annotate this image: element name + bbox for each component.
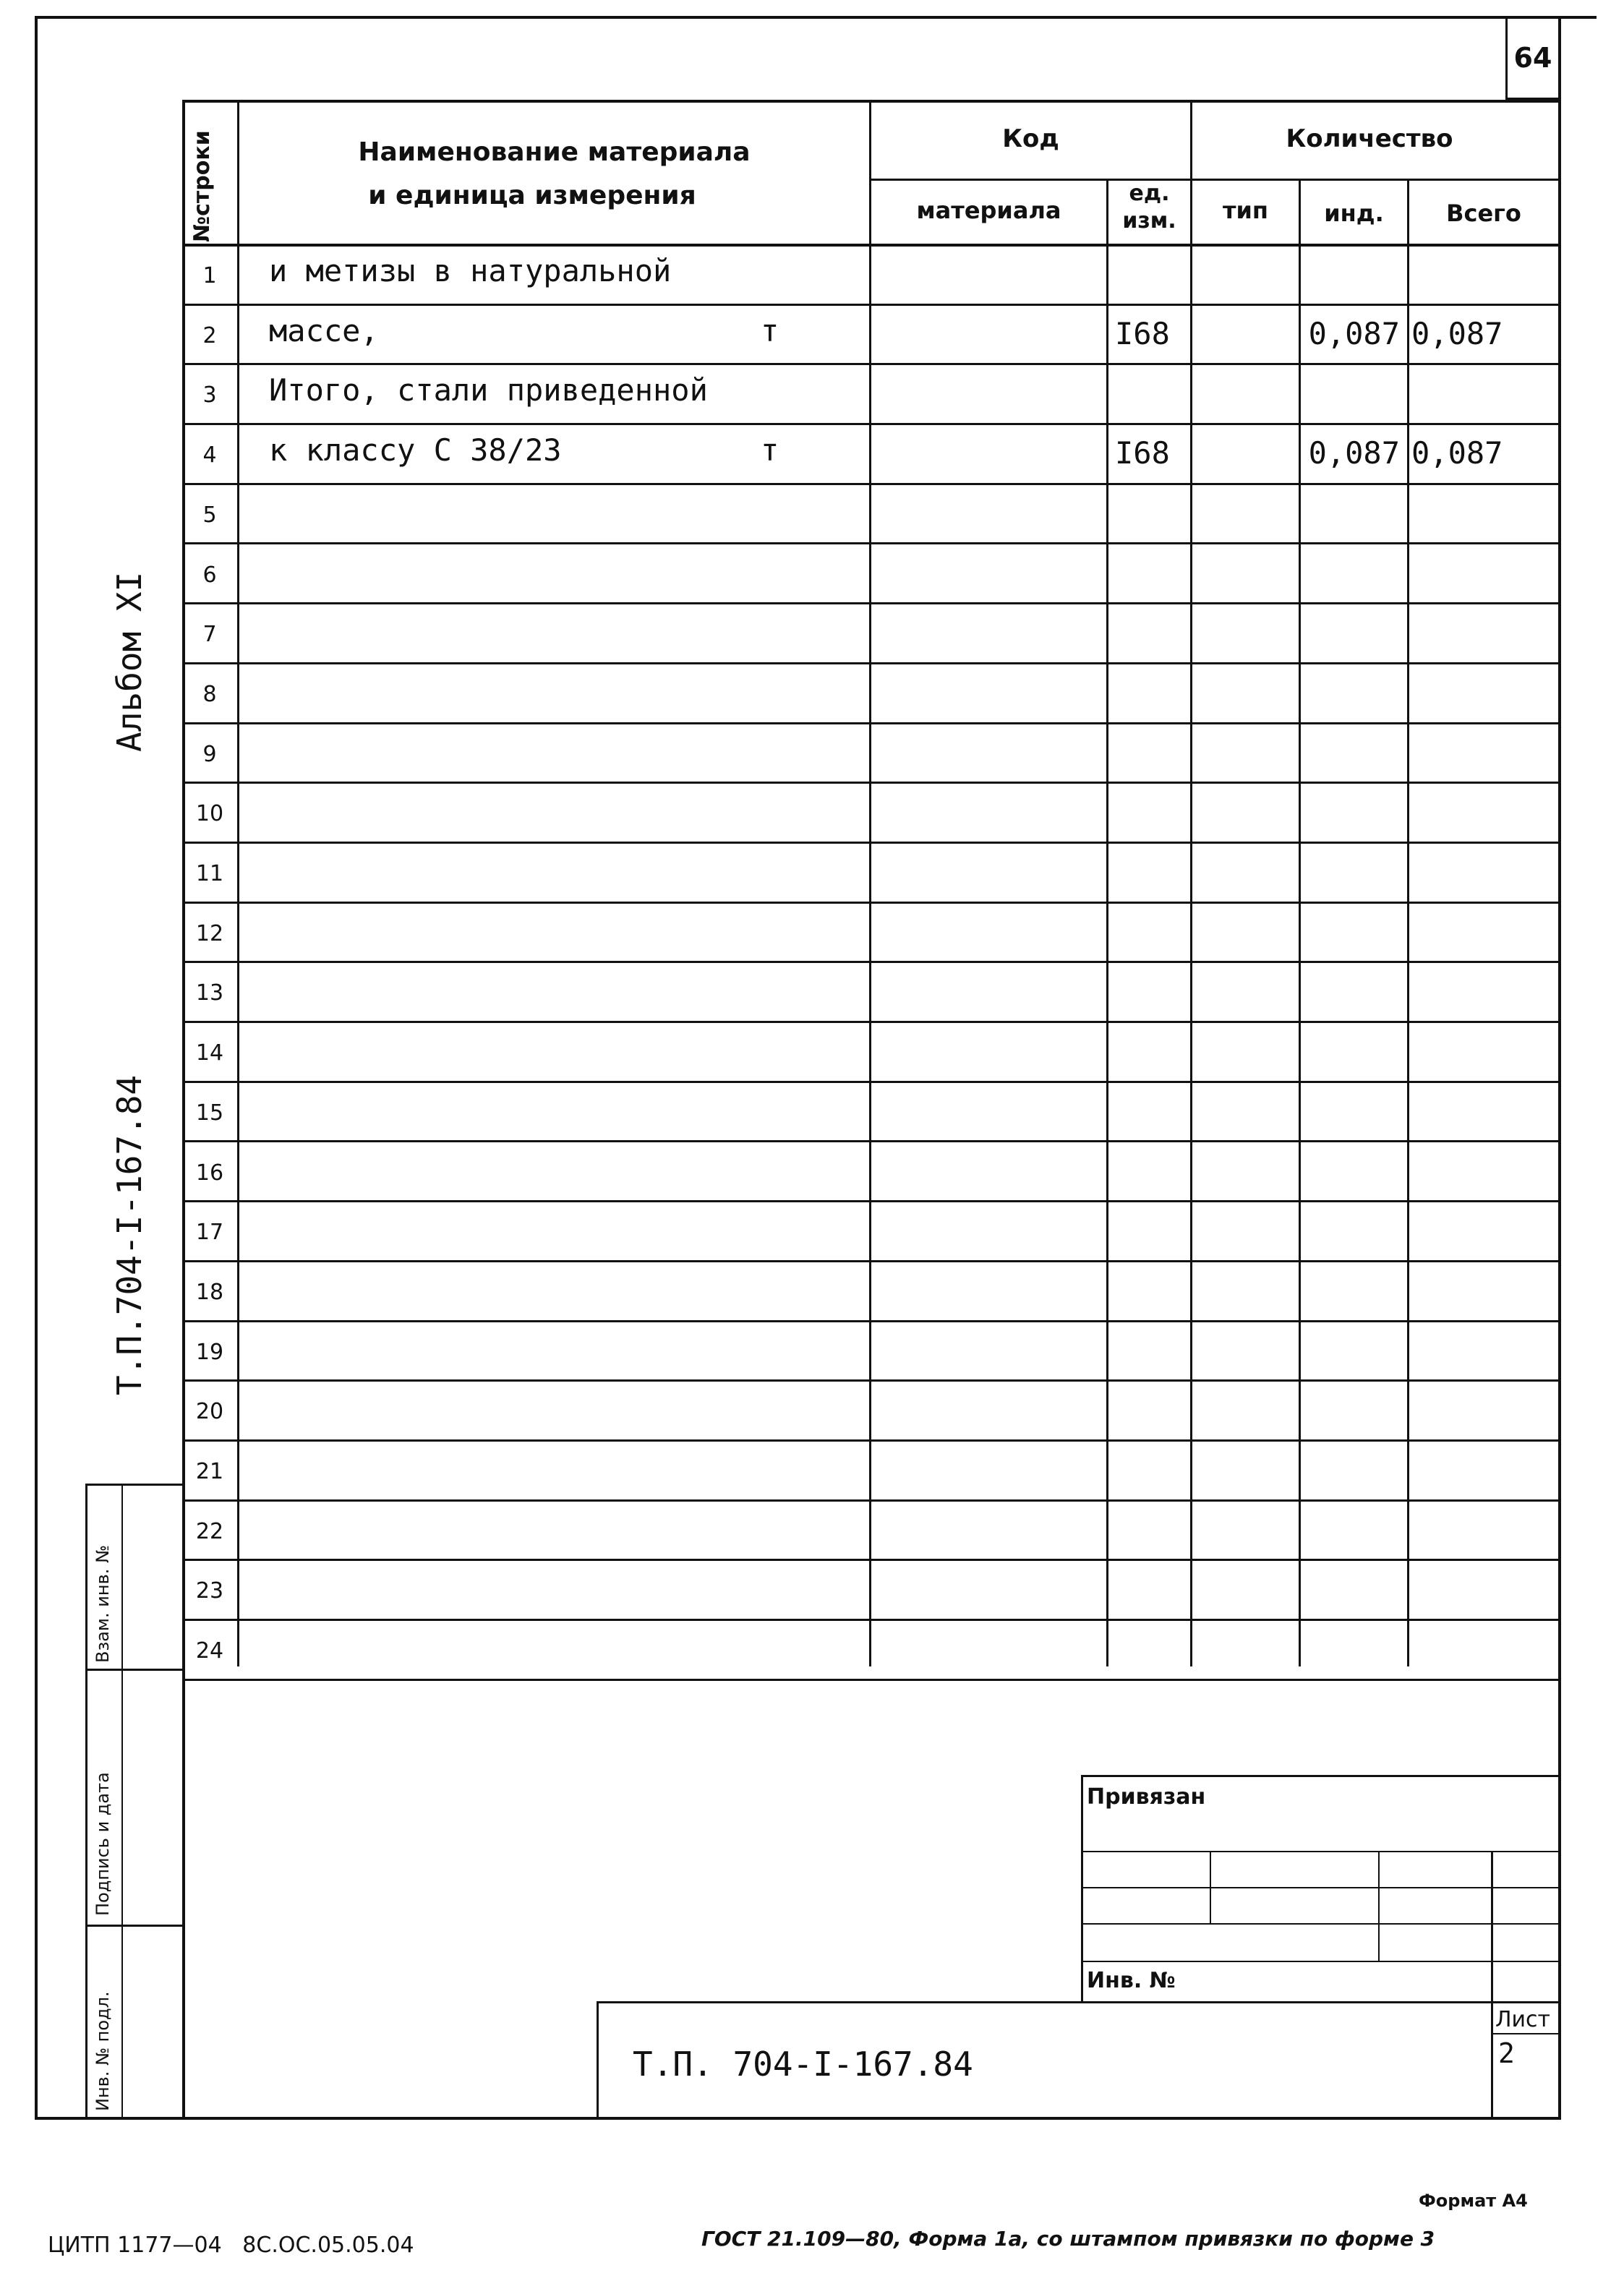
row-number: 5 — [202, 502, 217, 528]
row-total: 0,087 — [1411, 435, 1503, 471]
stamp-row-4 — [1081, 1961, 1561, 1962]
table-row — [182, 1442, 1561, 1502]
sheet-label-line — [1491, 2033, 1561, 2034]
table-row — [182, 1023, 1561, 1083]
sheet-number: 64 — [1513, 42, 1552, 74]
row-number: 13 — [195, 980, 224, 1006]
margin-signature-date: Подпись и дата — [93, 1772, 113, 1916]
header-qty-type: тип — [1222, 197, 1269, 224]
table-row — [182, 904, 1561, 964]
table-row — [182, 1202, 1561, 1262]
stamp-vert-2 — [1378, 1851, 1380, 1961]
header-qty-ind: инд. — [1324, 200, 1384, 227]
table-top — [182, 100, 1561, 103]
row-number: 21 — [195, 1459, 224, 1484]
frame-left — [35, 16, 38, 2120]
row-name: массе, — [269, 312, 379, 348]
row-number: 23 — [195, 1578, 224, 1604]
row-number: 2 — [202, 322, 217, 348]
stamp-vert-3 — [1491, 1851, 1493, 2117]
row-number: 22 — [195, 1518, 224, 1544]
row-number: 19 — [195, 1339, 224, 1365]
table-row — [182, 604, 1561, 664]
row-number: 8 — [202, 681, 217, 707]
table-row — [182, 1621, 1561, 1681]
table-row — [182, 1083, 1561, 1143]
table-row — [182, 1561, 1561, 1621]
frame-bottom — [35, 2117, 1561, 2120]
stamp-linked: Привязан — [1087, 1784, 1206, 1810]
row-number: 17 — [195, 1220, 224, 1246]
table-row — [182, 963, 1561, 1023]
header-name-line2: и единица измерения — [368, 181, 696, 210]
header-code-material: материала — [916, 197, 1061, 224]
footer-left-code: ЦИТП 1177—04 8С.ОС.05.05.04 — [48, 2233, 414, 2258]
project-code-vertical: Т.П.704-I-167.84 — [110, 1074, 149, 1395]
album-label: Альбом XI — [110, 571, 149, 752]
stamp-inv-no: Инв. № — [1087, 1968, 1176, 1993]
stamp-row-3 — [1081, 1923, 1561, 1925]
row-number: 10 — [195, 801, 224, 827]
row-ind: 0,087 — [1308, 435, 1400, 471]
header-quantity: Количество — [1286, 124, 1453, 153]
footer-gost: ГОСТ 21.109—80, Форма 1а, со штампом привязки по форме 3 — [701, 2227, 1435, 2251]
stamp-vert-1 — [1210, 1851, 1211, 1923]
table-row — [182, 1262, 1561, 1322]
table-row — [182, 844, 1561, 904]
table-row — [182, 545, 1561, 605]
row-measure: I68 — [1115, 435, 1170, 471]
table-row — [182, 365, 1561, 425]
row-number: 4 — [202, 442, 217, 468]
stamp-row-2 — [1081, 1887, 1561, 1888]
header-code: Код — [1002, 124, 1059, 153]
row-name: и метизы в натуральной — [269, 253, 672, 288]
margin-replaced-inv: Взам. инв. № — [93, 1545, 113, 1663]
row-name: Итого, стали приведенной — [269, 372, 708, 408]
stamp-left — [1081, 1775, 1083, 2003]
row-total: 0,087 — [1411, 315, 1503, 351]
margin-divider-2 — [85, 1925, 184, 1927]
row-number: 7 — [202, 622, 217, 648]
footer-format: Формат А4 — [1419, 2191, 1528, 2211]
header-mid-line — [869, 179, 1561, 181]
table-row — [182, 784, 1561, 844]
header-qty-total: Всего — [1446, 200, 1521, 227]
title-box-top — [597, 2001, 1561, 2003]
row-number: 6 — [202, 562, 217, 588]
title-box-left — [597, 2001, 599, 2117]
table-row — [182, 1143, 1561, 1203]
margin-inv-original: Инв. № подл. — [93, 1991, 113, 2111]
stamp-doc-code: Т.П. 704-I-167.84 — [633, 2045, 973, 2084]
row-unit: т — [761, 432, 779, 468]
table-row — [182, 485, 1561, 545]
row-number: 12 — [195, 920, 224, 946]
table-row — [182, 664, 1561, 724]
row-number: 14 — [195, 1040, 224, 1066]
table-row — [182, 425, 1561, 485]
header-code-unit-2: изм. — [1122, 208, 1176, 234]
row-ind: 0,087 — [1308, 315, 1400, 351]
row-number: 16 — [195, 1160, 224, 1186]
table-row — [182, 1382, 1561, 1442]
header-name-line1: Наименование материала — [358, 137, 751, 167]
row-measure: I68 — [1115, 315, 1170, 351]
row-number: 11 — [195, 861, 224, 886]
stamp-top — [1081, 1775, 1561, 1777]
header-row-number: №строки — [189, 130, 215, 242]
row-name: к классу С 38/23 — [269, 432, 562, 468]
margin-box-top — [85, 1484, 184, 1486]
header-code-unit-1: ед. — [1129, 181, 1170, 206]
row-number: 18 — [195, 1279, 224, 1305]
table-row — [182, 1502, 1561, 1562]
stamp-sheet-label: Лист — [1495, 2007, 1551, 2032]
stamp-sheet-value: 2 — [1498, 2037, 1515, 2069]
table-row — [182, 1322, 1561, 1382]
frame-top — [35, 16, 1597, 19]
table-row — [182, 306, 1561, 366]
row-divider — [182, 1679, 1561, 1681]
row-number: 9 — [202, 741, 217, 767]
table-row — [182, 246, 1561, 306]
stamp-row-1 — [1081, 1851, 1561, 1852]
row-number: 20 — [195, 1399, 224, 1425]
row-number: 15 — [195, 1100, 224, 1126]
margin-divider-1 — [85, 1669, 184, 1671]
margin-box-left — [85, 1484, 87, 2120]
row-number: 3 — [202, 382, 217, 408]
row-number: 24 — [195, 1638, 224, 1664]
margin-inner-vert — [121, 1484, 123, 2120]
table-row — [182, 724, 1561, 784]
row-number: 1 — [202, 263, 217, 288]
row-unit: т — [761, 312, 779, 348]
